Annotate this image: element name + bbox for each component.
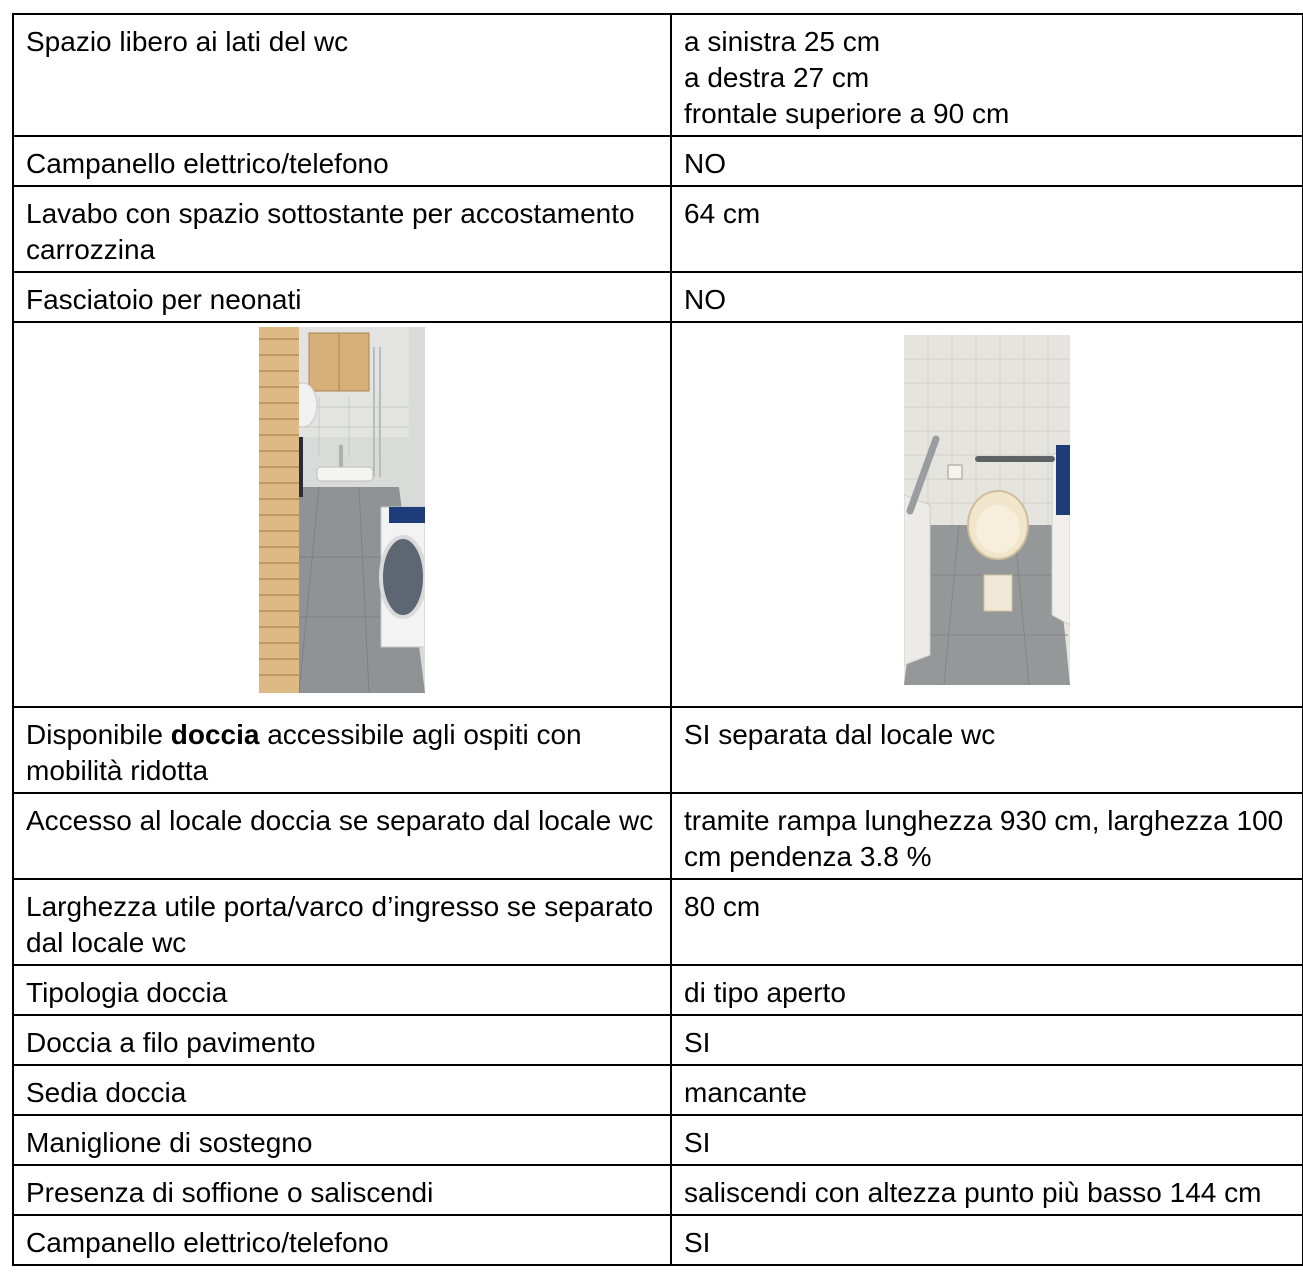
table-row bbox=[13, 1015, 1303, 1065]
value-line: a destra 27 cm bbox=[684, 62, 870, 93]
table-row bbox=[13, 965, 1303, 1015]
row-label: Spazio libero ai lati del wc bbox=[13, 14, 671, 136]
table-row bbox=[13, 272, 1303, 322]
table-row bbox=[13, 707, 1303, 793]
photo-cell-left bbox=[13, 322, 671, 707]
label-bold: doccia bbox=[170, 719, 260, 750]
row-value: 80 cm bbox=[671, 879, 1303, 965]
row-value: NO bbox=[671, 136, 1303, 186]
row-value: SI bbox=[671, 1015, 1303, 1065]
row-value: tramite rampa lunghezza 930 cm, larghezza 100 cm pendenza 3.8 % bbox=[671, 793, 1303, 879]
accessibility-document bbox=[12, 13, 1302, 1266]
row-label: Campanello elettrico/telefono bbox=[13, 1215, 671, 1265]
row-label: Campanello elettrico/telefono bbox=[13, 136, 671, 186]
accessibility-table bbox=[12, 13, 1303, 1266]
table-row bbox=[13, 1165, 1303, 1215]
photo-cell-right bbox=[671, 322, 1303, 707]
value-line: a sinistra 25 cm bbox=[684, 26, 881, 57]
row-label: Accesso al locale doccia se separato dal locale wc bbox=[13, 793, 671, 879]
table-row bbox=[13, 186, 1303, 272]
row-label: Larghezza utile porta/varco d’ingresso se separato dal locale wc bbox=[13, 879, 671, 965]
row-value: SI bbox=[671, 1115, 1303, 1165]
table-row bbox=[13, 1115, 1303, 1165]
row-label: Maniglione di sostegno bbox=[13, 1115, 671, 1165]
row-label bbox=[13, 707, 671, 793]
row-label: Fasciatoio per neonati bbox=[13, 272, 671, 322]
row-value: mancante bbox=[671, 1065, 1303, 1115]
row-label: Sedia doccia bbox=[13, 1065, 671, 1115]
row-label: Tipologia doccia bbox=[13, 965, 671, 1015]
row-label: Presenza di soffione o saliscendi bbox=[13, 1165, 671, 1215]
table-row bbox=[13, 136, 1303, 186]
table-row bbox=[13, 1065, 1303, 1115]
row-label: Doccia a filo pavimento bbox=[13, 1015, 671, 1065]
row-value: NO bbox=[671, 272, 1303, 322]
bathroom-photo bbox=[259, 327, 425, 693]
table-row bbox=[13, 1215, 1303, 1265]
row-value bbox=[671, 14, 1303, 136]
label-part: Disponibile bbox=[26, 719, 171, 750]
photo-row bbox=[13, 322, 1303, 707]
toilet-photo bbox=[904, 335, 1070, 685]
table-row bbox=[13, 879, 1303, 965]
table-row bbox=[13, 14, 1303, 136]
row-label: Lavabo con spazio sottostante per accostamento carrozzina bbox=[13, 186, 671, 272]
row-value: SI bbox=[671, 1215, 1303, 1265]
value-line: frontale superiore a 90 cm bbox=[684, 98, 1010, 129]
row-value: 64 cm bbox=[671, 186, 1303, 272]
row-value: SI separata dal locale wc bbox=[671, 707, 1303, 793]
row-value: saliscendi con altezza punto più basso 144 cm bbox=[671, 1165, 1303, 1215]
row-value: di tipo aperto bbox=[671, 965, 1303, 1015]
label-part: accessibile agli ospiti con mobilità ridotta bbox=[26, 719, 582, 786]
table-row bbox=[13, 793, 1303, 879]
